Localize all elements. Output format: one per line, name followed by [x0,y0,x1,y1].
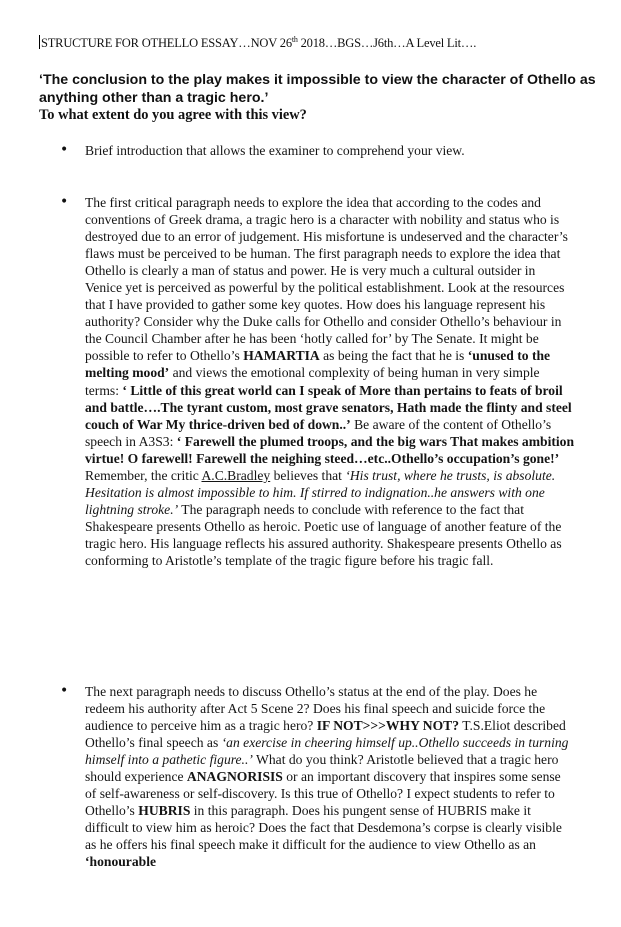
essay-question: ‘The conclusion to the play makes it impossible to view the character of Othello as anything other than a tragic hero.’ [39,72,596,106]
intro-paragraph: Brief introduction that allows the examiner to comprehend your view. [85,143,465,158]
essay-task: To what extent do you agree with this view? [39,107,307,123]
text-run: What do you think? Aristotle believed that a tragic hero should experience [85,752,559,785]
text-run: Be aware of the content of Othello’s speech in A3S3: [85,416,552,449]
italic-quote: ‘His trust, where he trusts, is absolute. Hesitation is almost impossible to him. If stirred to indignation..he answers with one lightning stroke.’ [85,467,556,517]
second-critical-paragraph [85,683,575,871]
bold-term: ANAGNORISIS [186,769,283,785]
text-cursor [39,35,40,49]
bold-term: HUBRIS [138,803,191,819]
bullet-marker: • [60,194,69,210]
bold-quote: ‘unused to the melting mood’ [85,348,551,381]
header-superscript: th [291,35,298,44]
text-run: The first critical paragraph needs to explore the idea that according to the codes and conventions of Greek drama, a tragic hero is a character with nobility and status who is destroyed due to an error of judgement. His misfortune is undeserved and the character’s flaws must be perceived to be human. The first paragraph needs to explore the idea that Othello is clearly a man of status and power. He is very much a cultural outsider in Venice yet is perceived as powerful by the political establishment. Look at the resources that I have provided to gather some key quotes. How does his language represent his authority? Consider why the Duke calls for Othello and consider Othello’s behaviour in the Council Chamber after he has been ‘hotly called for’ by The Senate. It might be possible to refer to Othello’s [85,195,568,364]
bold-term: HAMARTIA [243,348,320,364]
text-run: The paragraph needs to conclude with reference to the fact that Shakespeare presents Othello as heroic. Poetic use of language of another feature of the tragic hero. His language reflects his assured authority. Shakespeare presents Othello as conforming to Aristotle’s template of the tragic figure before his tragic fall. [85,501,562,568]
text-run: or an important discovery that inspires some sense of self-awareness or self-discovery. Is this true of Othello? I expect students to refer to Othello’s [85,769,561,819]
first-critical-paragraph [85,194,575,569]
text-run: The next paragraph needs to discuss Othello’s status at the end of the play. Does he redeem his authority after Act 5 Scene 2? Does his final speech and suicide force the audience to perceive him as a tragic hero? [85,684,546,734]
bold-quote: ‘honourable [85,854,157,870]
text-run: believes that [270,467,346,483]
document-header [39,35,599,51]
bold-quote: ‘ Little of this great world can I speak of More than pertains to feats of broil and battle….The tyrant custom, most grave senators, Hath made the flinty and steel couch of War My thrice-driven bed of down..’ [85,382,572,432]
text-run: Remember, the critic [85,467,202,483]
text-run: and views the emotional complexity of being human in very simple terms: [85,365,540,398]
text-run: T.S.Eliot described Othello’s final speech as [85,718,566,751]
bullet-marker: • [60,683,69,699]
bold-quote: ‘ Farewell the plumed troops, and the big wars That makes ambition virtue! O farewell! Farewell the neighing steed…etc..Othello’s occupation’s gone!’ [85,433,575,466]
italic-quote: ‘an exercise in cheering himself up..Othello succeeds in turning himself into a pathetic figure..’ [85,735,569,768]
header-suffix: 2018…BGS…J6th…A Level Lit…. [297,36,477,51]
bullet-marker: • [60,142,69,158]
bold-term: IF NOT>>>WHY NOT? [316,718,460,734]
text-run: as being the fact that he is [319,348,468,364]
underlined-critic: A.C.Bradley [201,467,271,483]
header-prefix: STRUCTURE FOR OTHELLO ESSAY…NOV 26 [41,36,292,51]
text-run: in this paragraph. Does his pungent sense of HUBRIS make it difficult to view him as heroic? Does the fact that Desdemona’s corpse is clearly visible as he offers his final speech make it difficult for the audience to view Othello as an [85,803,562,853]
